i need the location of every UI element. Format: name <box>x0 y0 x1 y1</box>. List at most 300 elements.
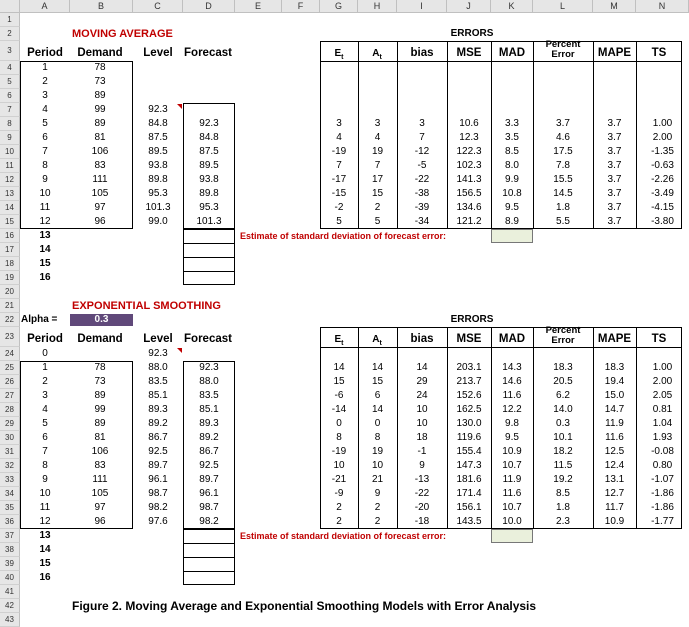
mape-cell[interactable]: 19.4 <box>604 376 625 387</box>
mape-cell[interactable]: 14.7 <box>604 404 625 415</box>
future-period-cell[interactable]: 13 <box>39 230 51 241</box>
mse-cell[interactable]: 171.4 <box>456 488 482 499</box>
forecast-cell[interactable]: 95.3 <box>199 202 219 213</box>
forecast-cell[interactable]: 96.1 <box>199 488 219 499</box>
level-cell[interactable]: 85.1 <box>148 390 168 401</box>
level-cell[interactable]: 89.8 <box>148 174 168 185</box>
level-cell[interactable]: 92.3 <box>148 348 168 359</box>
level-cell[interactable]: 86.7 <box>148 432 168 443</box>
level-cell[interactable]: 98.7 <box>148 488 168 499</box>
period-cell[interactable]: 4 <box>42 104 48 115</box>
demand-cell[interactable]: 83 <box>94 160 106 171</box>
level-cell[interactable]: 89.7 <box>148 460 168 471</box>
pct-error-cell[interactable]: 8.5 <box>556 488 570 499</box>
forecast-cell[interactable]: 101.3 <box>196 216 222 227</box>
bias-cell[interactable]: 24 <box>416 390 428 401</box>
at-cell[interactable]: 3 <box>374 118 381 129</box>
mape-cell[interactable]: 11.9 <box>605 418 624 429</box>
at-cell[interactable]: 7 <box>374 160 381 171</box>
et-cell[interactable]: -21 <box>331 474 347 485</box>
et-cell[interactable]: -15 <box>331 188 347 199</box>
ts-cell[interactable]: -3.80 <box>651 216 674 227</box>
bias-cell[interactable]: 10 <box>416 418 428 429</box>
period-cell[interactable]: 1 <box>42 362 48 373</box>
row-header[interactable]: 5 <box>0 75 20 89</box>
at-cell[interactable]: 19 <box>371 446 384 457</box>
mse-cell[interactable]: 162.5 <box>456 404 482 415</box>
bias-cell[interactable]: -22 <box>414 488 430 499</box>
level-cell[interactable]: 92.5 <box>148 446 168 457</box>
mse-cell[interactable]: 134.6 <box>456 202 482 213</box>
mape-cell[interactable]: 18.3 <box>604 362 625 373</box>
row-header[interactable]: 33 <box>0 473 20 487</box>
row-header[interactable]: 36 <box>0 515 20 529</box>
mad-cell[interactable]: 14.6 <box>502 376 522 387</box>
ts-cell[interactable]: 0.80 <box>652 460 673 471</box>
ts-cell[interactable]: 2.05 <box>652 390 673 401</box>
column-header-i[interactable]: I <box>397 0 447 13</box>
mad-cell[interactable]: 10.9 <box>502 446 522 457</box>
forecast-cell[interactable]: 89.7 <box>199 474 219 485</box>
mad-cell[interactable]: 10.0 <box>502 516 522 527</box>
ts-cell[interactable]: 2.00 <box>652 376 673 387</box>
level-cell[interactable]: 96.1 <box>148 474 168 485</box>
column-header-b[interactable]: B <box>70 0 133 13</box>
period-cell[interactable]: 7 <box>42 146 48 157</box>
forecast-cell[interactable]: 83.5 <box>199 390 219 401</box>
et-cell[interactable]: 2 <box>336 502 342 513</box>
mse-cell[interactable]: 102.3 <box>456 160 482 171</box>
mad-cell[interactable]: 12.2 <box>502 404 522 415</box>
et-cell[interactable]: 10 <box>333 460 345 471</box>
period-cell[interactable]: 11 <box>39 202 51 213</box>
level-cell[interactable]: 97.6 <box>148 516 168 527</box>
forecast-cell[interactable]: 89.3 <box>199 418 219 429</box>
bias-cell[interactable]: 9 <box>419 460 425 471</box>
pct-error-cell[interactable]: 19.2 <box>553 474 573 485</box>
level-cell[interactable]: 84.8 <box>148 118 168 129</box>
period-cell[interactable]: 10 <box>39 488 51 499</box>
forecast-cell[interactable]: 98.2 <box>199 516 219 527</box>
level-cell[interactable]: 98.2 <box>148 502 168 513</box>
period-cell[interactable]: 3 <box>42 90 48 101</box>
pct-error-cell[interactable]: 15.5 <box>553 174 573 185</box>
demand-cell[interactable]: 89 <box>94 418 106 429</box>
demand-cell[interactable]: 111 <box>92 174 108 185</box>
level-cell[interactable]: 83.5 <box>148 376 168 387</box>
bias-cell[interactable]: 29 <box>416 376 428 387</box>
demand-cell[interactable]: 97 <box>94 202 106 213</box>
row-header[interactable]: 30 <box>0 431 20 445</box>
mape-cell[interactable]: 12.7 <box>604 488 625 499</box>
column-header-h[interactable]: H <box>358 0 397 13</box>
forecast-cell[interactable]: 84.8 <box>199 132 219 143</box>
mse-cell[interactable]: 122.3 <box>456 146 482 157</box>
mad-cell[interactable]: 10.7 <box>502 460 522 471</box>
alpha-input[interactable]: 0.3 <box>70 314 133 326</box>
demand-cell[interactable]: 78 <box>94 62 106 73</box>
column-header-k[interactable]: K <box>491 0 533 13</box>
mse-cell[interactable]: 147.3 <box>456 460 482 471</box>
at-cell[interactable]: 8 <box>374 432 381 443</box>
et-cell[interactable]: 14 <box>333 362 345 373</box>
bias-cell[interactable]: -39 <box>414 202 430 213</box>
demand-cell[interactable]: 99 <box>94 404 106 415</box>
bias-cell[interactable]: -13 <box>414 474 430 485</box>
bias-cell[interactable]: -34 <box>414 216 430 227</box>
row-header[interactable]: 9 <box>0 131 20 145</box>
et-cell[interactable]: 7 <box>336 160 342 171</box>
mape-cell[interactable]: 3.7 <box>607 118 622 129</box>
pct-error-cell[interactable]: 7.8 <box>556 160 570 171</box>
mape-cell[interactable]: 3.7 <box>607 146 622 157</box>
pct-error-cell[interactable]: 14.5 <box>553 188 573 199</box>
row-header[interactable]: 16 <box>0 229 20 243</box>
forecast-cell[interactable]: 92.3 <box>199 118 219 129</box>
row-header[interactable]: 24 <box>0 347 20 361</box>
et-cell[interactable]: -9 <box>334 488 344 499</box>
ma-estimate-cell[interactable] <box>491 229 533 243</box>
level-cell[interactable]: 101.3 <box>145 202 171 213</box>
et-cell[interactable]: 0 <box>336 418 342 429</box>
column-header-d[interactable]: D <box>183 0 235 13</box>
et-cell[interactable]: -19 <box>331 446 347 457</box>
column-header-l[interactable]: L <box>533 0 593 13</box>
es-estimate-cell[interactable] <box>491 529 533 543</box>
mse-cell[interactable]: 155.4 <box>456 446 482 457</box>
level-cell[interactable]: 89.2 <box>148 418 168 429</box>
ts-cell[interactable]: 1.93 <box>652 432 673 443</box>
bias-cell[interactable]: 18 <box>416 432 428 443</box>
period-cell[interactable]: 2 <box>42 76 48 87</box>
at-cell[interactable]: 5 <box>374 216 381 227</box>
at-cell[interactable]: 14 <box>371 362 384 373</box>
demand-cell[interactable]: 89 <box>94 118 106 129</box>
pct-error-cell[interactable]: 14.0 <box>553 404 573 415</box>
mad-cell[interactable]: 10.7 <box>502 502 522 513</box>
mape-cell[interactable]: 11.6 <box>605 432 624 443</box>
at-cell[interactable]: 2 <box>374 202 381 213</box>
forecast-cell[interactable]: 92.3 <box>199 362 219 373</box>
mse-cell[interactable]: 119.6 <box>456 432 482 443</box>
ts-cell[interactable]: -2.26 <box>651 174 674 185</box>
demand-cell[interactable]: 83 <box>94 460 106 471</box>
forecast-cell[interactable]: 98.7 <box>199 502 219 513</box>
ts-cell[interactable]: 1.04 <box>652 418 673 429</box>
et-cell[interactable]: -19 <box>331 146 347 157</box>
row-header[interactable]: 21 <box>0 299 20 313</box>
ts-cell[interactable]: -0.63 <box>651 160 674 171</box>
row-header[interactable]: 39 <box>0 557 20 571</box>
period-cell[interactable]: 10 <box>39 188 51 199</box>
row-header[interactable]: 42 <box>0 599 20 613</box>
pct-error-cell[interactable]: 11.5 <box>553 460 573 471</box>
row-header[interactable]: 13 <box>0 187 20 201</box>
mse-cell[interactable]: 156.5 <box>456 188 482 199</box>
row-header[interactable]: 37 <box>0 529 20 543</box>
mad-cell[interactable]: 8.9 <box>505 216 519 227</box>
period-cell[interactable]: 7 <box>42 446 48 457</box>
row-header[interactable]: 15 <box>0 215 20 229</box>
demand-cell[interactable]: 78 <box>94 362 106 373</box>
level-cell[interactable]: 95.3 <box>148 188 168 199</box>
mad-cell[interactable]: 9.5 <box>505 432 519 443</box>
pct-error-cell[interactable]: 1.8 <box>556 502 570 513</box>
ts-cell[interactable]: 1.00 <box>652 362 673 373</box>
mse-cell[interactable]: 121.2 <box>456 216 482 227</box>
row-header[interactable]: 7 <box>0 103 20 117</box>
forecast-cell[interactable]: 87.5 <box>199 146 219 157</box>
period-cell[interactable]: 11 <box>39 502 51 513</box>
ts-cell[interactable]: -1.35 <box>651 146 674 157</box>
mse-cell[interactable]: 203.1 <box>456 362 482 373</box>
row-header[interactable]: 29 <box>0 417 20 431</box>
mape-cell[interactable]: 3.7 <box>607 188 622 199</box>
demand-cell[interactable]: 97 <box>94 502 106 513</box>
mape-cell[interactable]: 11.7 <box>605 502 624 513</box>
at-cell[interactable]: 15 <box>371 376 384 387</box>
demand-cell[interactable]: 105 <box>91 188 109 199</box>
level-cell[interactable]: 89.5 <box>148 146 168 157</box>
bias-cell[interactable]: -20 <box>414 502 430 513</box>
row-header[interactable]: 25 <box>0 361 20 375</box>
ts-cell[interactable]: -0.08 <box>651 446 674 457</box>
demand-cell[interactable]: 73 <box>94 76 106 87</box>
row-header[interactable]: 17 <box>0 243 20 257</box>
row-header[interactable]: 11 <box>0 159 20 173</box>
at-cell[interactable]: 0 <box>374 418 381 429</box>
period-cell[interactable]: 8 <box>42 460 48 471</box>
et-cell[interactable]: -6 <box>334 390 344 401</box>
forecast-cell[interactable]: 89.2 <box>199 432 219 443</box>
mad-cell[interactable]: 3.5 <box>505 132 519 143</box>
et-cell[interactable]: -17 <box>331 174 347 185</box>
at-cell[interactable]: 6 <box>374 390 381 401</box>
demand-cell[interactable]: 89 <box>94 90 106 101</box>
period-cell[interactable]: 12 <box>39 516 51 527</box>
ts-cell[interactable]: -1.86 <box>651 488 674 499</box>
ts-cell[interactable]: 2.00 <box>652 132 673 143</box>
ts-cell[interactable]: -4.15 <box>651 202 674 213</box>
row-header[interactable]: 12 <box>0 173 20 187</box>
mape-cell[interactable]: 3.7 <box>607 202 622 213</box>
bias-cell[interactable]: -18 <box>414 516 430 527</box>
row-header[interactable]: 19 <box>0 271 20 285</box>
forecast-cell[interactable]: 88.0 <box>199 376 219 387</box>
bias-cell[interactable]: -12 <box>414 146 430 157</box>
column-header-c[interactable]: C <box>133 0 183 13</box>
period-cell[interactable]: 9 <box>42 174 48 185</box>
row-header[interactable]: 28 <box>0 403 20 417</box>
pct-error-cell[interactable]: 1.8 <box>556 202 570 213</box>
pct-error-cell[interactable]: 5.5 <box>556 216 570 227</box>
at-cell[interactable]: 10 <box>371 460 384 471</box>
pct-error-cell[interactable]: 18.2 <box>553 446 573 457</box>
row-header[interactable]: 32 <box>0 459 20 473</box>
level-cell[interactable]: 93.8 <box>148 160 168 171</box>
level-cell[interactable]: 99.0 <box>148 216 168 227</box>
mad-cell[interactable]: 11.6 <box>502 488 522 499</box>
period-cell[interactable]: 0 <box>42 348 48 359</box>
future-period-cell[interactable]: 14 <box>39 244 51 255</box>
forecast-cell[interactable]: 89.5 <box>199 160 219 171</box>
mad-cell[interactable]: 8.5 <box>505 146 519 157</box>
et-cell[interactable]: 3 <box>336 118 342 129</box>
row-header[interactable]: 40 <box>0 571 20 585</box>
mape-cell[interactable]: 3.7 <box>607 160 622 171</box>
ts-cell[interactable]: -1.86 <box>651 502 674 513</box>
period-cell[interactable]: 1 <box>42 62 48 73</box>
mape-cell[interactable]: 3.7 <box>607 216 622 227</box>
mse-cell[interactable]: 141.3 <box>456 174 482 185</box>
period-cell[interactable]: 8 <box>42 160 48 171</box>
row-header[interactable]: 43 <box>0 613 20 627</box>
demand-cell[interactable]: 99 <box>94 104 106 115</box>
pct-error-cell[interactable]: 6.2 <box>556 390 570 401</box>
mape-cell[interactable]: 13.1 <box>604 474 625 485</box>
level-cell[interactable]: 89.3 <box>148 404 168 415</box>
row-header[interactable]: 35 <box>0 501 20 515</box>
at-cell[interactable]: 4 <box>374 132 381 143</box>
pct-error-cell[interactable]: 10.1 <box>553 432 573 443</box>
row-header[interactable]: 3 <box>0 41 20 61</box>
row-header[interactable]: 8 <box>0 117 20 131</box>
mad-cell[interactable]: 11.9 <box>502 474 522 485</box>
at-cell[interactable]: 21 <box>371 474 384 485</box>
period-cell[interactable]: 6 <box>42 132 48 143</box>
demand-cell[interactable]: 111 <box>92 474 108 485</box>
et-cell[interactable]: -2 <box>334 202 344 213</box>
mad-cell[interactable]: 11.6 <box>502 390 522 401</box>
bias-cell[interactable]: -5 <box>417 160 427 171</box>
row-header[interactable]: 14 <box>0 201 20 215</box>
demand-cell[interactable]: 89 <box>94 390 106 401</box>
demand-cell[interactable]: 105 <box>91 488 109 499</box>
period-cell[interactable]: 6 <box>42 432 48 443</box>
mad-cell[interactable]: 9.5 <box>505 202 519 213</box>
row-header[interactable]: 23 <box>0 327 20 347</box>
row-header[interactable]: 26 <box>0 375 20 389</box>
at-cell[interactable]: 14 <box>371 404 384 415</box>
row-header[interactable]: 10 <box>0 145 20 159</box>
period-cell[interactable]: 5 <box>42 418 48 429</box>
row-header[interactable]: 22 <box>0 313 20 327</box>
row-header[interactable]: 4 <box>0 61 20 75</box>
demand-cell[interactable]: 81 <box>94 432 106 443</box>
forecast-cell[interactable]: 93.8 <box>199 174 219 185</box>
column-header-a[interactable]: A <box>20 0 70 13</box>
mse-cell[interactable]: 12.3 <box>459 132 479 143</box>
pct-error-cell[interactable]: 17.5 <box>553 146 573 157</box>
demand-cell[interactable]: 106 <box>91 446 109 457</box>
at-cell[interactable]: 15 <box>371 188 384 199</box>
row-header[interactable]: 20 <box>0 285 20 299</box>
bias-cell[interactable]: 14 <box>416 362 428 373</box>
row-header[interactable]: 1 <box>0 13 20 27</box>
column-header-f[interactable]: F <box>282 0 320 13</box>
mse-cell[interactable]: 130.0 <box>456 418 482 429</box>
column-header-n[interactable]: N <box>636 0 689 13</box>
column-header-j[interactable]: J <box>447 0 491 13</box>
mse-cell[interactable]: 10.6 <box>459 118 479 129</box>
et-cell[interactable]: 8 <box>336 432 342 443</box>
level-cell[interactable]: 87.5 <box>148 132 168 143</box>
mape-cell[interactable]: 3.7 <box>607 174 622 185</box>
period-cell[interactable]: 12 <box>39 216 51 227</box>
bias-cell[interactable]: 10 <box>416 404 428 415</box>
mad-cell[interactable]: 9.8 <box>505 418 519 429</box>
column-header-g[interactable]: G <box>320 0 358 13</box>
future-period-cell[interactable]: 14 <box>39 544 51 555</box>
select-all-corner[interactable] <box>0 0 20 13</box>
mad-cell[interactable]: 3.3 <box>505 118 519 129</box>
forecast-cell[interactable]: 85.1 <box>199 404 219 415</box>
future-period-cell[interactable]: 16 <box>39 572 51 583</box>
level-cell[interactable]: 92.3 <box>148 104 168 115</box>
mape-cell[interactable]: 10.9 <box>604 516 625 527</box>
demand-cell[interactable]: 81 <box>94 132 106 143</box>
mse-cell[interactable]: 213.7 <box>456 376 482 387</box>
pct-error-cell[interactable]: 2.3 <box>556 516 570 527</box>
demand-cell[interactable]: 73 <box>94 376 106 387</box>
bias-cell[interactable]: -1 <box>417 446 427 457</box>
bias-cell[interactable]: 3 <box>419 118 425 129</box>
ts-cell[interactable]: -1.77 <box>651 516 674 527</box>
row-header[interactable]: 2 <box>0 27 20 41</box>
ts-cell[interactable]: -3.49 <box>651 188 674 199</box>
future-period-cell[interactable]: 15 <box>39 258 51 269</box>
ts-cell[interactable]: 1.00 <box>652 118 673 129</box>
mad-cell[interactable]: 8.0 <box>505 160 519 171</box>
at-cell[interactable]: 9 <box>374 488 381 499</box>
future-period-cell[interactable]: 13 <box>39 530 51 541</box>
bias-cell[interactable]: -38 <box>414 188 430 199</box>
demand-cell[interactable]: 96 <box>94 516 106 527</box>
at-cell[interactable]: 2 <box>374 502 381 513</box>
bias-cell[interactable]: 7 <box>419 132 425 143</box>
mad-cell[interactable]: 10.8 <box>502 188 522 199</box>
column-header-e[interactable]: E <box>235 0 282 13</box>
bias-cell[interactable]: -22 <box>414 174 430 185</box>
period-cell[interactable]: 9 <box>42 474 48 485</box>
row-header[interactable]: 6 <box>0 89 20 103</box>
et-cell[interactable]: 15 <box>333 376 345 387</box>
level-cell[interactable]: 88.0 <box>148 362 168 373</box>
mad-cell[interactable]: 14.3 <box>502 362 522 373</box>
pct-error-cell[interactable]: 20.5 <box>553 376 573 387</box>
forecast-cell[interactable]: 86.7 <box>199 446 219 457</box>
column-header-m[interactable]: M <box>593 0 636 13</box>
future-period-cell[interactable]: 16 <box>39 272 51 283</box>
mse-cell[interactable]: 152.6 <box>456 390 482 401</box>
mape-cell[interactable]: 12.5 <box>604 446 625 457</box>
pct-error-cell[interactable]: 0.3 <box>556 418 570 429</box>
et-cell[interactable]: 2 <box>336 516 342 527</box>
pct-error-cell[interactable]: 18.3 <box>553 362 573 373</box>
et-cell[interactable]: 4 <box>336 132 342 143</box>
pct-error-cell[interactable]: 3.7 <box>556 118 570 129</box>
period-cell[interactable]: 4 <box>42 404 48 415</box>
ts-cell[interactable]: 0.81 <box>652 404 673 415</box>
pct-error-cell[interactable]: 4.6 <box>556 132 570 143</box>
row-header[interactable]: 34 <box>0 487 20 501</box>
period-cell[interactable]: 5 <box>42 118 48 129</box>
forecast-cell[interactable]: 92.5 <box>199 460 219 471</box>
mape-cell[interactable]: 15.0 <box>604 390 625 401</box>
ts-cell[interactable]: -1.07 <box>651 474 674 485</box>
row-header[interactable]: 38 <box>0 543 20 557</box>
demand-cell[interactable]: 96 <box>94 216 106 227</box>
